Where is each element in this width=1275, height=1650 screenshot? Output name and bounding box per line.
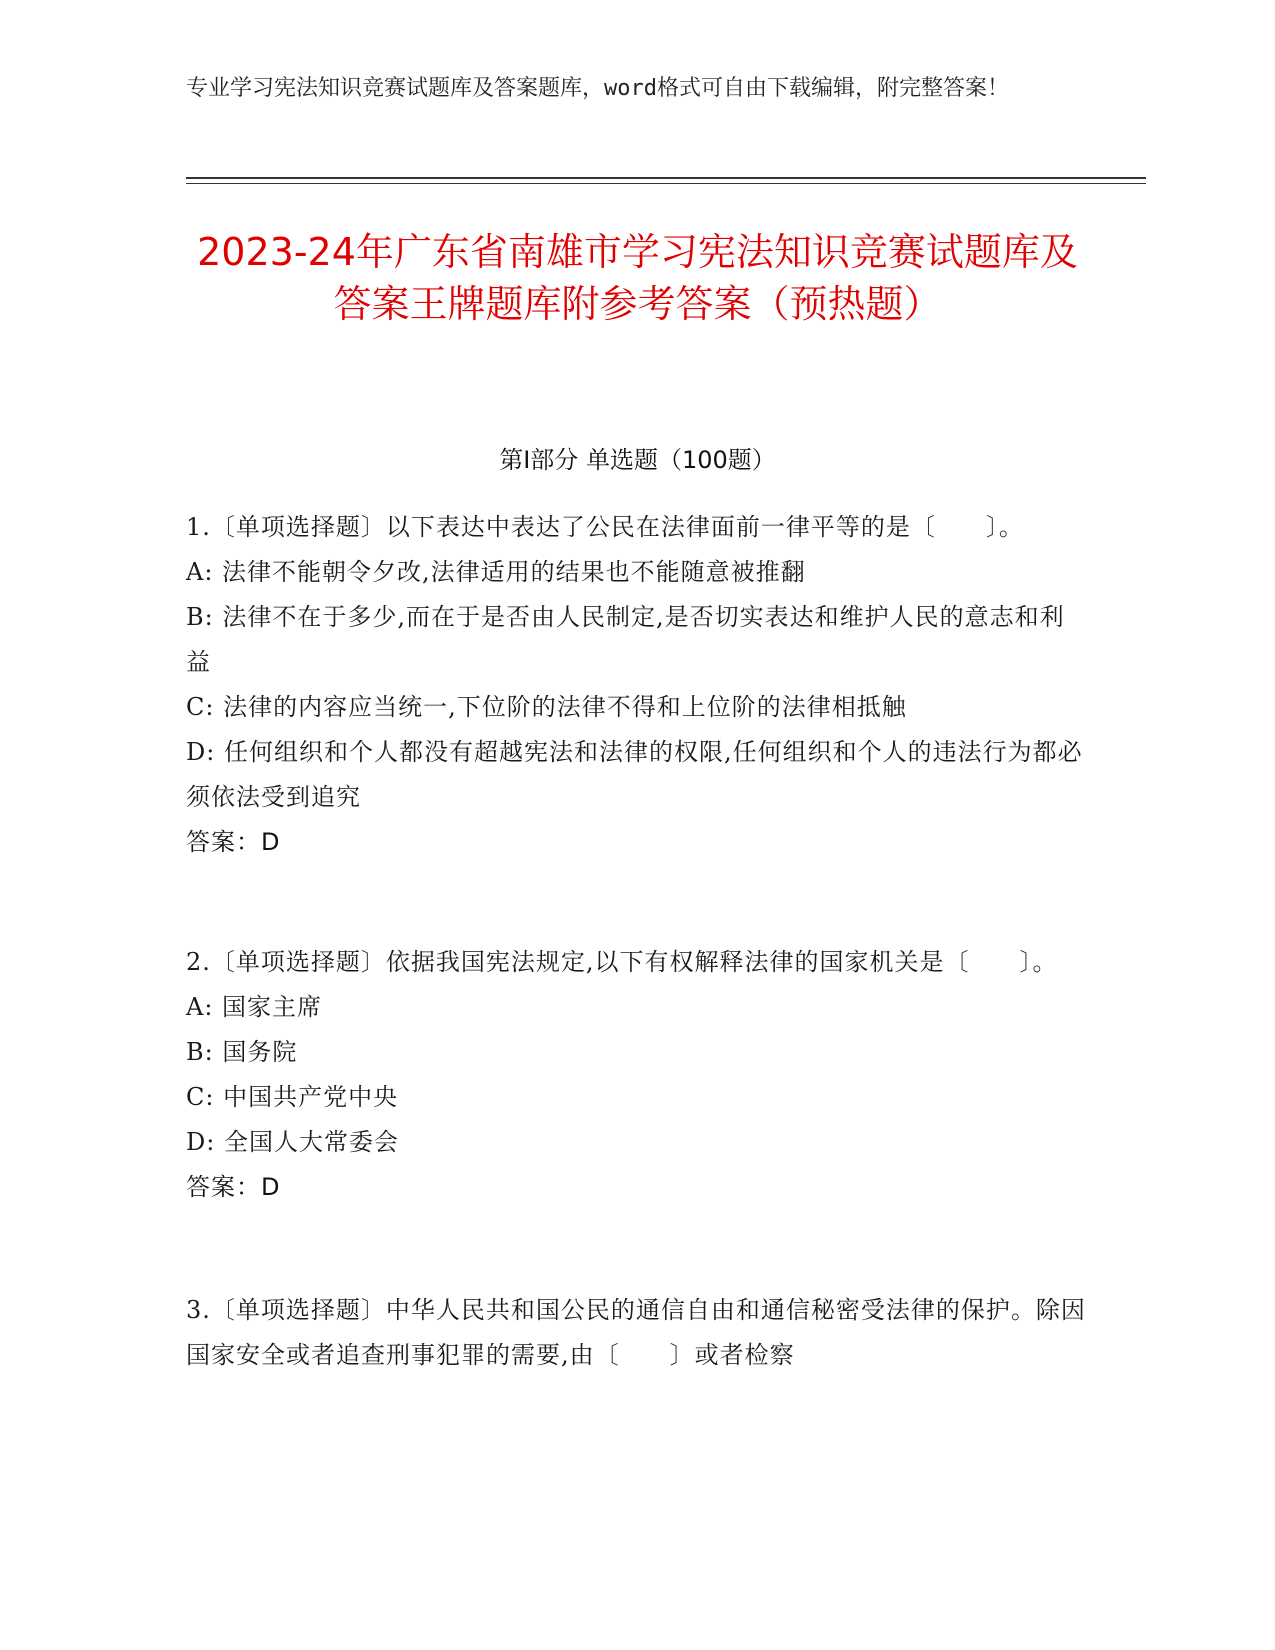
question-1 xyxy=(186,505,1086,865)
option-d: D: 全国人大常委会 xyxy=(186,1128,399,1156)
option-a: A: 法律不能朝令夕改,法律适用的结果也不能随意被推翻 xyxy=(186,558,806,586)
answer: 答案：D xyxy=(186,828,281,856)
question-2 xyxy=(186,940,1086,1210)
question-stem: 3.〔单项选择题〕中华人民共和国公民的通信自由和通信秘密受法律的保护。除因国家安全或者追查刑事犯罪的需要,由〔 〕或者检察 xyxy=(186,1296,1086,1369)
document-title: 2023-24年广东省南雄市学习宪法知识竞赛试题库及答案王牌题库附参考答案（预热题） xyxy=(197,230,1078,326)
option-d: D: 任何组织和个人都没有超越宪法和法律的权限,任何组织和个人的违法行为都必须依法受到追究 xyxy=(186,738,1083,811)
option-b: B: 国务院 xyxy=(186,1038,298,1066)
question-stem: 2.〔单项选择题〕依据我国宪法规定,以下有权解释法律的国家机关是〔 〕。 xyxy=(186,948,1058,976)
question-3 xyxy=(186,1288,1086,1378)
option-c: C: 中国共产党中央 xyxy=(186,1083,399,1111)
option-b: B: 法律不在于多少,而在于是否由人民制定,是否切实表达和维护人民的意志和利益 xyxy=(186,603,1065,676)
section-heading: 第I部分 单选题（100题） xyxy=(499,446,776,474)
option-c: C: 法律的内容应当统一,下位阶的法律不得和上位阶的法律相抵触 xyxy=(186,693,907,721)
header-divider xyxy=(186,177,1146,179)
option-a: A: 国家主席 xyxy=(186,993,323,1021)
header-divider-thin xyxy=(186,183,1146,184)
answer: 答案：D xyxy=(186,1173,281,1201)
header-note: 专业学习宪法知识竞赛试题库及答案题库，word格式可自由下载编辑，附完整答案！ xyxy=(186,76,1009,101)
question-stem: 1.〔单项选择题〕以下表达中表达了公民在法律面前一律平等的是〔 〕。 xyxy=(186,513,1024,541)
